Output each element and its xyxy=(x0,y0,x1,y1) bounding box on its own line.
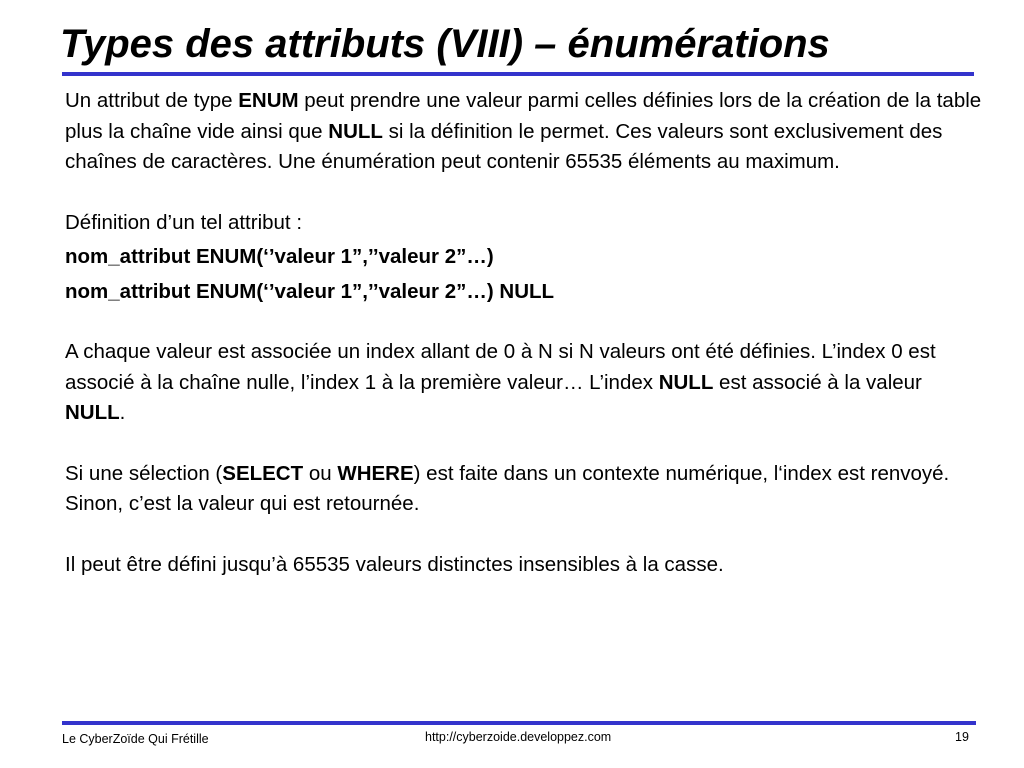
keyword-where: WHERE xyxy=(337,461,414,485)
text: A chaque valeur est associée un index allant de 0 à N si N valeurs ont été définies. L’index 0 est associé à la chaîne nulle, l’index 1 à la première valeur… L’index xyxy=(65,340,936,394)
footer-url: http://cyberzoide.developpez.com xyxy=(425,730,612,744)
spacer xyxy=(65,178,985,208)
paragraph-select xyxy=(65,459,985,520)
spacer xyxy=(65,429,985,459)
paragraph-enum-definition xyxy=(65,86,985,178)
paragraph-index xyxy=(65,337,985,429)
text: . xyxy=(119,401,126,424)
footer-author: Le CyberZoïde Qui Frétille xyxy=(62,732,209,746)
title-underline xyxy=(62,72,974,76)
paragraph-limit: Il peut être défini jusqu’à 65535 valeurs distinctes insensibles à la casse. xyxy=(65,552,724,576)
text: ) est faite dans un contexte numérique, l‘index est renvoyé. Sinon, c’est la valeur qui est retournée. xyxy=(65,461,950,515)
page-number: 19 xyxy=(955,730,969,744)
syntax-code: nom_attribut ENUM(‘’valeur 1”,’’valeur 2”…) NULL xyxy=(65,279,555,303)
keyword-null: NULL xyxy=(328,119,383,143)
footer-rule xyxy=(62,721,976,725)
text: ou xyxy=(303,461,338,485)
definition-intro: Définition d’un tel attribut : xyxy=(65,210,303,234)
text: peut prendre une valeur parmi celles définies lors de la création de la table plus la chaîne vide ainsi que xyxy=(65,89,982,143)
keyword-enum: ENUM xyxy=(238,89,299,112)
keyword-null: NULL xyxy=(65,401,120,424)
syntax-code: nom_attribut ENUM(‘’valeur 1”,’’valeur 2”…) xyxy=(65,245,494,268)
text: si la définition le permet. Ces valeurs sont exclusivement des chaînes de caractères. Une énumération peut contenir 65535 éléments au maximum. xyxy=(65,119,943,173)
spacer xyxy=(65,520,985,550)
slide-title: Types des attributs (VIII) – énumérations xyxy=(60,22,830,66)
keyword-select: SELECT xyxy=(222,461,304,485)
text: est associé à la valeur xyxy=(713,370,922,394)
keyword-null: NULL xyxy=(658,370,714,394)
text: Un attribut de type xyxy=(65,89,239,112)
text: Si une sélection ( xyxy=(65,461,223,485)
slide-content xyxy=(65,86,985,580)
syntax-line-2 xyxy=(65,277,985,308)
spacer xyxy=(65,307,985,337)
syntax-line-1 xyxy=(65,242,985,273)
